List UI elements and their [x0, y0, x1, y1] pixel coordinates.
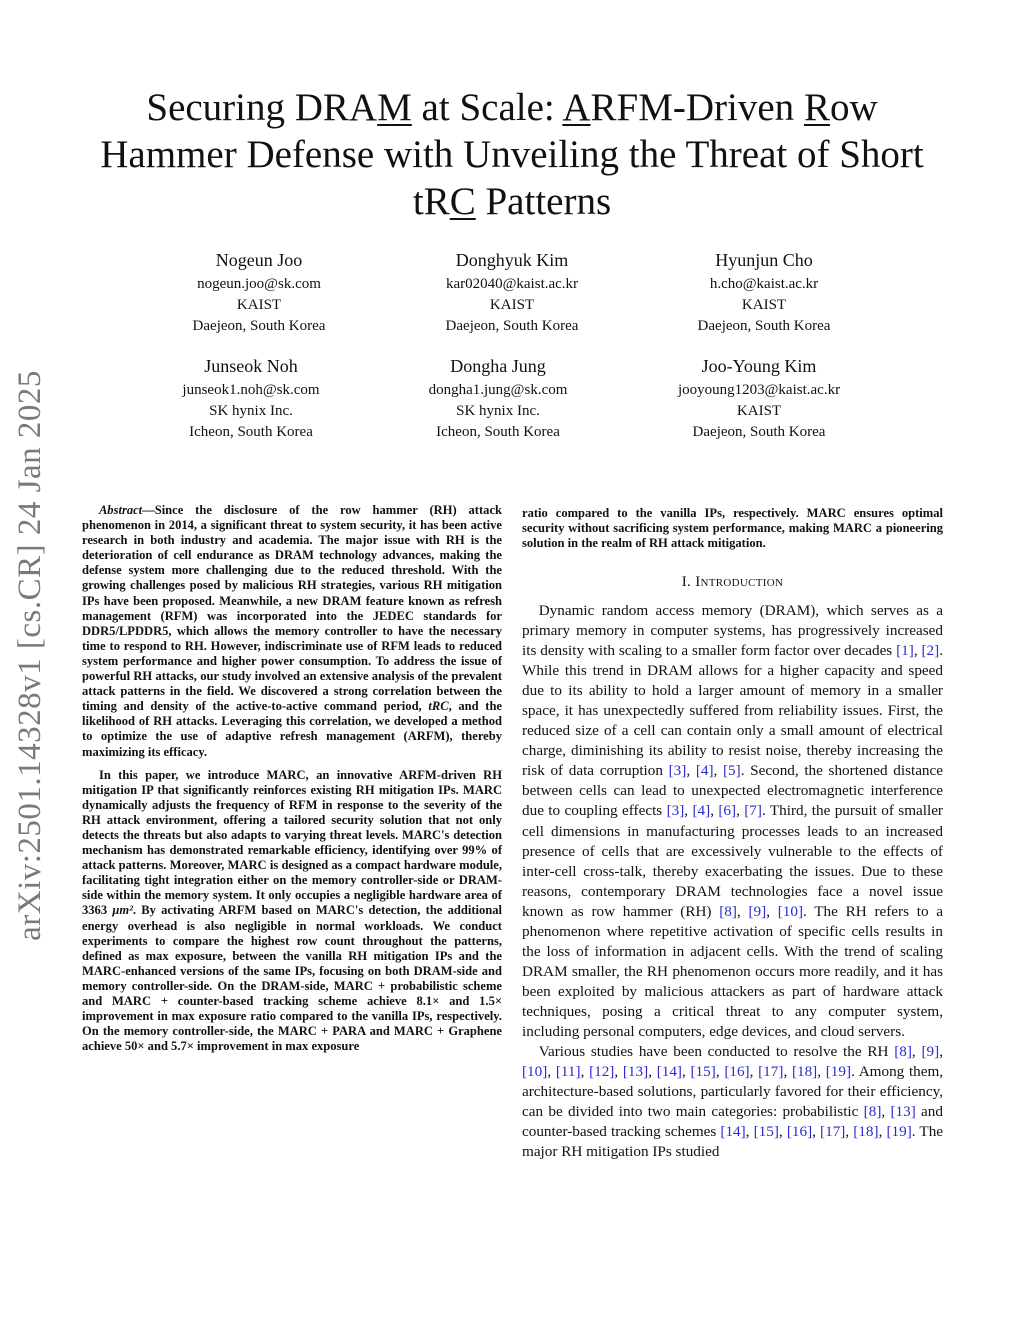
intro-text: ,	[710, 802, 719, 820]
intro-text: ,	[913, 642, 922, 660]
area-unit: μm²	[112, 903, 133, 918]
intro-text: ,	[812, 1123, 821, 1141]
citation-link[interactable]: [8]	[863, 1103, 882, 1121]
intro-text: . The RH refers to a phenomenon where repetitive activation of specific cells results in the loss of information in adjacent cells. With the trend of scaling DRAM smaller, the RH phenomenon occurs more readily, and it has been exploited by malicious attackers as part of hardware attack techniques, posing a critical threat to any computer system, including personal computers, edge devices, and cloud servers.	[522, 902, 944, 1040]
abstract	[82, 503, 502, 1054]
author-affiliation: KAIST	[236, 297, 282, 313]
author-location: Daejeon, South Korea	[192, 318, 326, 334]
arxiv-identifier-stamp	[6, 360, 54, 950]
citation-link[interactable]: [8]	[719, 902, 737, 920]
section-number: I.	[681, 574, 692, 590]
author-affiliation: SK hynix Inc.	[456, 403, 540, 419]
citation-link[interactable]: [16]	[724, 1063, 750, 1081]
intro-text: ,	[648, 1063, 657, 1081]
citation-link[interactable]: [14]	[656, 1063, 682, 1081]
intro-text: ,	[547, 1063, 556, 1081]
author-location: Daejeon, South Korea	[445, 318, 579, 334]
citation-link[interactable]: [4]	[695, 762, 714, 780]
intro-text: . While this trend in DRAM allows for a higher capacity and speed due to its ability to hold a larger amount of memory in a smaller space, it has unexpectedly suffered from reliability issues. First, the reduced size of a cell can contain only a small amount of electrical charge, diminishing its ability to resist noise, thereby increasing the risk of data corruption	[522, 642, 943, 780]
author-affiliation: SK hynix Inc.	[209, 403, 293, 419]
author-name: Hyunjun Cho	[715, 250, 813, 270]
intro-text: ,	[778, 1123, 787, 1141]
intro-text: ,	[736, 802, 745, 820]
intro-text: ,	[881, 1103, 891, 1121]
intro-text: Dynamic random access memory (DRAM), which serves as a primary memory in computer systems, has progressively increased its density with scaling to a smaller form factor over decades	[522, 602, 943, 660]
intro-text: . Second, the shortened distance between cells can lead to unexpected electromagnetic interference due to coupling effects	[522, 762, 944, 820]
author-email[interactable]: jooyoung1203@kaist.ac.kr	[677, 382, 841, 398]
section-title: Introduction	[695, 574, 784, 590]
author-email[interactable]: kar02040@kaist.ac.kr	[445, 276, 579, 292]
author-email[interactable]: nogeun.joo@sk.com	[197, 276, 321, 292]
author-name: Junseok Noh	[204, 356, 298, 376]
citation-link[interactable]: [16]	[786, 1123, 813, 1141]
author-name: Joo-Young Kim	[701, 356, 817, 376]
citation-link[interactable]: [12]	[589, 1063, 615, 1081]
citation-link[interactable]: [13]	[622, 1063, 649, 1081]
author-block	[649, 247, 879, 337]
citation-link[interactable]: [6]	[718, 802, 737, 820]
author-email[interactable]: junseok1.noh@sk.com	[182, 382, 320, 398]
trc-term: tRC	[428, 699, 449, 714]
paper-title: Securing DRAM at Scale: ARFM-Driven Row Hammer Defense with Unveiling the Threat of Short tRC Patterns	[100, 86, 924, 223]
abstract-paragraph: Abstract—Since the disclosure of the row hammer (RH) attack phenomenon in 2014, a significant threat to system security, it has been active research in both industry and academia. The major issue with RH is the deterioration of cell endurance as DRAM technology advances, making the defense system more challenging due to the reduced threshold. With the growing challenges posed by malicious RH strategies, various RH mitigation IPs have been proposed. Meanwhile, a new DRAM feature known as refresh management (RFM) was incorporated into the JEDEC standards for DDR5/LPDDR5, which allows the memory controller to have the necessary time to respond to RH. However, indiscriminate use of RFM leads to reduced system performance and higher power consumption. To address the issue of powerful RH attacks, our study involved an extensive analysis of the prevalent attack patterns in the field. We discovered a strong correlation between the timing and density of the active-to-active command period, tRC, and the likelihood of RH attacks. Leveraging this correlation, we developed a method to optimize the use of adaptive refresh management (ARFM), thereby maximizing its efficacy.	[82, 503, 503, 759]
author-name: Nogeun Joo	[215, 250, 303, 270]
author-block	[397, 247, 627, 337]
intro-text: ,	[682, 1063, 691, 1081]
citation-link[interactable]: [3]	[666, 802, 685, 820]
author-name: Donghyuk Kim	[455, 250, 569, 270]
intro-text: ,	[878, 1123, 887, 1141]
author-affiliation: KAIST	[489, 297, 535, 313]
intro-text: ,	[715, 1063, 725, 1081]
abstract-paragraph: In this paper, we introduce MARC, an innovative ARFM-driven RH mitigation IP that significantly reinforces existing RH mitigation IPs. MARC dynamically adjusts the frequency of RFM in response to the severity of the RH attack environment, offering a tailored security solution that not only detects the threats but also adapts to varying threat levels. MARC's detection mechanism has demonstrated remarkable efficiency, identifying over 99% of attack patterns. Moreover, MARC is designed as a compact hardware module, facilitating tight integration either on the memory controller-side or DRAM-side within the memory system. It only occupies a negligible hardware area of 3363 μm². By activating ARFM based on MARC's detection, the additional energy overhead is also negligible in normal workloads. We conduct experiments to compare the highest row count throughout the patterns, defined as max exposure, between the vanilla RH mitigation IPs and the MARC-enhanced versions of the same IPs, focusing on both DRAM-side and memory controller-side. On the DRAM-side, MARC + probabilistic scheme and MARC + counter-based tracking scheme achieve 8.1× and 1.5× improvement in max exposure ratio compared to the vanilla IPs, respectively. On the memory controller-side, the MARC + PARA and MARC + Graphene achieve 50× and 5.7× improvement in max exposure	[82, 767, 503, 1054]
author-affiliation: KAIST	[741, 297, 787, 313]
author-email[interactable]: dongha1.jung@sk.com	[428, 382, 568, 398]
intro-text: ,	[713, 762, 723, 780]
citation-link[interactable]: [19]	[886, 1123, 912, 1141]
citation-link[interactable]: [14]	[720, 1123, 746, 1141]
introduction-body	[522, 601, 943, 1162]
arxiv-id-text: arXiv:2501.14328v1 [cs.CR] 24 Jan 2025	[11, 369, 48, 941]
intro-paragraph	[522, 1042, 943, 1162]
citation-link[interactable]: [10]	[522, 1063, 548, 1081]
intro-text: . The major RH mitigation IPs studied	[522, 1123, 944, 1161]
citation-link[interactable]: [19]	[825, 1063, 852, 1081]
author-block	[144, 247, 374, 337]
citation-link[interactable]: [9]	[921, 1043, 940, 1061]
citation-link[interactable]: [17]	[758, 1063, 784, 1081]
intro-text: ,	[745, 1123, 754, 1141]
author-block	[383, 353, 613, 443]
citation-link[interactable]: [7]	[744, 802, 762, 820]
citation-link[interactable]: [3]	[668, 762, 687, 780]
citation-link[interactable]: [18]	[791, 1063, 818, 1081]
intro-text: . Among them, architecture-based solutions, particularly favored for their efficiency, can be divided into two main categories: probabilistic	[522, 1063, 944, 1121]
abstract-label: Abstract	[98, 503, 143, 517]
intro-text: ,	[766, 902, 778, 920]
intro-text: ,	[783, 1063, 792, 1081]
intro-text: ,	[845, 1123, 854, 1141]
intro-text: Various studies have been conducted to resolve the RH	[538, 1043, 895, 1061]
abstract-continuation: ratio compared to the vanilla IPs, respectively. MARC ensures optimal security without sacrificing system performance, making MARC a pioneering solution in the realm of RH attack mitigation.	[522, 506, 943, 551]
intro-text: ,	[939, 1043, 943, 1061]
author-block	[644, 353, 874, 443]
author-location: Daejeon, South Korea	[692, 424, 826, 440]
intro-text: ,	[686, 762, 696, 780]
section-heading	[522, 574, 943, 591]
citation-link[interactable]: [11]	[555, 1063, 581, 1081]
citation-link[interactable]: [10]	[777, 902, 804, 920]
citation-link[interactable]: [9]	[748, 902, 767, 920]
citation-link[interactable]: [17]	[820, 1123, 846, 1141]
intro-text: ,	[911, 1043, 922, 1061]
citation-link[interactable]: [5]	[723, 762, 741, 780]
citation-link[interactable]: [15]	[753, 1123, 779, 1141]
intro-text: and counter-based tracking schemes	[522, 1103, 943, 1141]
author-location: Icheon, South Korea	[436, 424, 560, 440]
citation-link[interactable]: [18]	[853, 1123, 879, 1141]
author-affiliation: KAIST	[736, 403, 782, 419]
intro-text: ,	[684, 802, 693, 820]
intro-text: ,	[749, 1063, 759, 1081]
citation-link[interactable]: [8]	[894, 1043, 912, 1061]
citation-link[interactable]: [2]	[921, 642, 940, 660]
citation-link[interactable]: [4]	[692, 802, 711, 820]
intro-text: ,	[614, 1063, 623, 1081]
citation-link[interactable]: [13]	[890, 1103, 916, 1121]
author-location: Icheon, South Korea	[189, 424, 313, 440]
intro-text: ,	[580, 1063, 590, 1081]
author-name: Dongha Jung	[450, 356, 546, 376]
citation-link[interactable]: [15]	[690, 1063, 716, 1081]
author-block	[136, 353, 366, 443]
intro-text: ,	[817, 1063, 826, 1081]
author-email[interactable]: h.cho@kaist.ac.kr	[709, 276, 819, 292]
intro-text: . Third, the pursuit of smaller cell dimensions in manufacturing processes leads to an increased presence of cells that are excessively vulnerable to the effects of inter-cell cross-talk, thereby exacerbating the issues. Due to these reasons, contemporary DRAM technologies face a novel issue known as row hammer (RH)	[522, 802, 943, 920]
author-location: Daejeon, South Korea	[697, 318, 831, 334]
citation-link[interactable]: [1]	[896, 642, 914, 660]
intro-paragraph	[522, 601, 943, 1042]
intro-text: ,	[736, 902, 749, 920]
